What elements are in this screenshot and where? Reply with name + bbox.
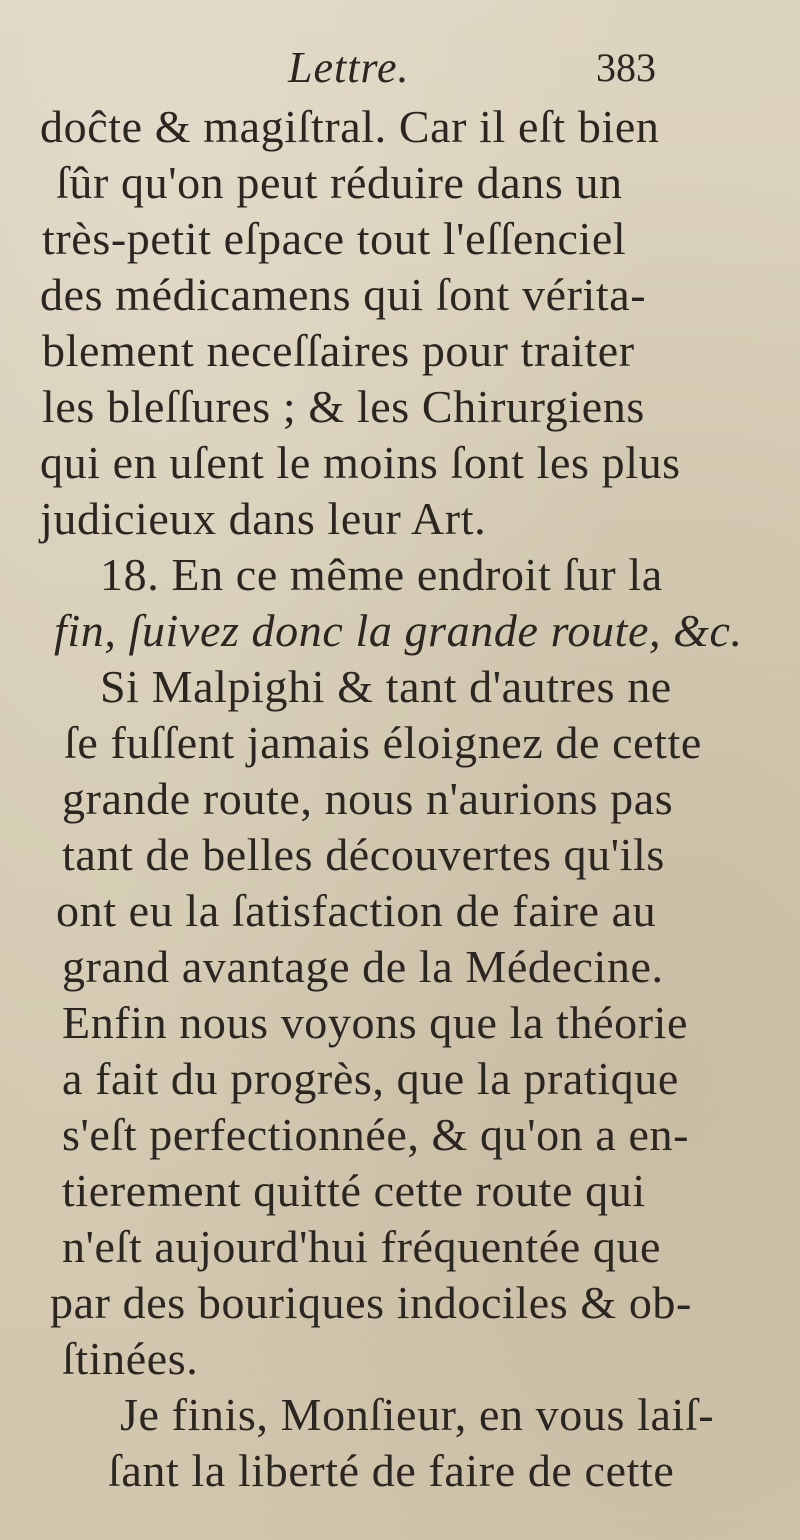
text-line: ſe fuſſent jamais éloignez de cette (64, 717, 702, 768)
text-line: ſûr qu'on peut réduire dans un (56, 157, 623, 208)
text-line: judicieux dans leur Art. (40, 493, 487, 544)
text-line: blement neceſſaires pour traiter (42, 325, 635, 376)
text-line: les bleſſures ; & les Chirurgiens (42, 381, 645, 432)
text-line: 18. En ce même endroit ſur la (100, 549, 663, 600)
page-number: 383 (596, 45, 656, 90)
page-header (0, 40, 800, 96)
text-line: grande route, nous n'aurions pas (62, 773, 674, 824)
text-line: ſtinées. (62, 1333, 199, 1384)
text-line: tant de belles découvertes qu'ils (62, 829, 665, 880)
text-line: doĉte & magiſtral. Car il eſt bien (40, 101, 660, 152)
text-line: Si Malpighi & tant d'autres ne (100, 661, 672, 712)
text-line: fin, ſuivez donc la grande route, &c. (54, 605, 743, 656)
text-line: Je finis, Monſieur, en vous laiſ- (120, 1389, 715, 1440)
text-line: s'eſt perfectionnée, & qu'on a en- (62, 1109, 690, 1160)
text-line: très-petit eſpace tout l'eſſenciel (42, 213, 627, 264)
text-line: tierement quitté cette route qui (62, 1165, 646, 1216)
text-line: a fait du progrès, que la pratique (62, 1053, 679, 1104)
running-title: Lettre. (288, 43, 410, 92)
text-line: par des bouriques indociles & ob- (50, 1277, 692, 1328)
text-line: grand avantage de la Médecine. (62, 941, 664, 992)
text-line: Enfin nous voyons que la théorie (62, 997, 689, 1048)
text-line: des médicamens qui ſont vérita- (40, 269, 647, 320)
text-line: ont eu la ſatisfaction de faire au (56, 885, 657, 936)
text-line: ſant la liberté de faire de cette (108, 1445, 675, 1496)
text-line: n'eſt aujourd'hui fréquentée que (62, 1221, 662, 1272)
text-line: qui en uſent le moins ſont les plus (40, 437, 681, 488)
